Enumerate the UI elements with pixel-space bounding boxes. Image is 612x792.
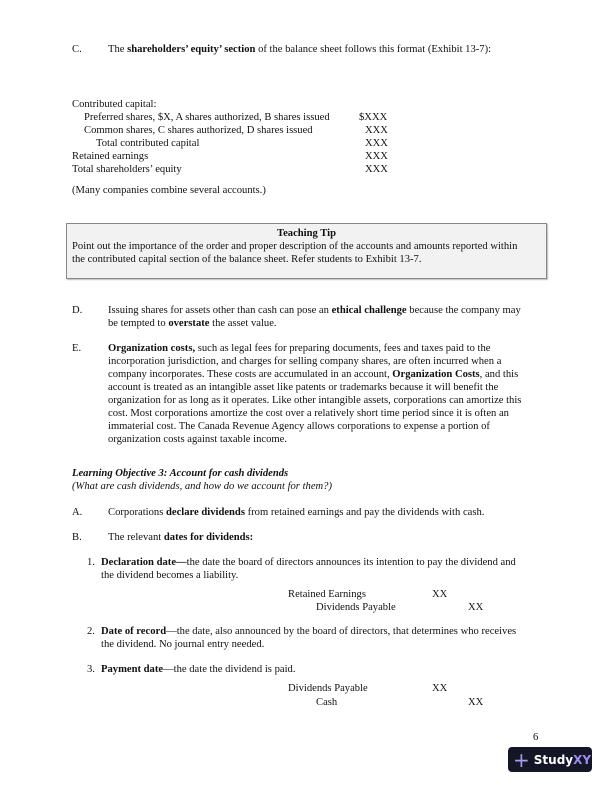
date-number: 2.: [87, 626, 95, 637]
section-d-label: D.: [72, 305, 83, 316]
date-number: 3.: [87, 664, 95, 675]
item-b-label: B.: [72, 532, 82, 543]
teaching-tip-box: [66, 223, 547, 279]
section-e-label: E.: [72, 343, 82, 354]
journal-account: Dividends Payable: [316, 602, 396, 613]
journal-account: Dividends Payable: [288, 683, 368, 694]
row-value: $XXX: [359, 112, 388, 123]
journal-credit: XX: [468, 697, 484, 708]
section-c-label: C.: [72, 44, 82, 55]
learning-objective-subtitle: (What are cash dividends, and how do we account for them?): [72, 481, 332, 492]
row-value: XXX: [365, 151, 388, 162]
plus-icon: +: [513, 747, 530, 772]
row-label: Common shares, C shares authorized, D shares issued: [84, 125, 313, 136]
date-number: 1.: [87, 557, 95, 568]
journal-debit: XX: [432, 683, 448, 694]
row-label: Retained earnings: [72, 151, 149, 162]
journal-credit: XX: [468, 602, 484, 613]
section-c-text: The shareholders’ equity’ section of the balance sheet follows this format (Exhibit 13-7):: [108, 44, 492, 55]
item-b-text: The relevant dates for dividends:: [108, 532, 254, 543]
row-label: Total contributed capital: [96, 138, 200, 149]
item-a-text: Corporations declare dividends from retained earnings and pay the dividends with cash.: [108, 507, 485, 518]
journal-account: Retained Earnings: [288, 589, 366, 600]
table-note: (Many companies combine several accounts.): [72, 185, 266, 196]
row-label: Preferred shares, $X, A shares authorized, B shares issued: [84, 112, 330, 123]
item-a-label: A.: [72, 507, 83, 518]
row-value: XXX: [365, 125, 388, 136]
section-e-text: Organization costs, such as legal fees for preparing documents, fees and taxes paid to the incorporation jurisdiction, and charges for selling company shares, are often incurred when a company incorporates. These costs are accumulated in an account, Organization Costs, and this account is treated as an intangible asset like patents or trademarks because it will benefit the organization for as long as it operates. Like other intangible assets, corporations can amortize this cost. Most corporations amortize the cost over a relatively short time period since it is often an immaterial cost. The Canada Revenue Agency allows corporations to expense a portion of organization costs against taxable income.: [108, 343, 522, 445]
row-value: XXX: [365, 138, 388, 149]
date-text: Date of record—the date, also announced by the board of directors, that determines who receives the dividend. No journal entry needed.: [101, 626, 517, 650]
row-label: Total shareholders’ equity: [72, 164, 182, 175]
table-heading: Contributed capital:: [72, 99, 157, 110]
journal-debit: XX: [432, 589, 448, 600]
teaching-tip-title: Teaching Tip: [277, 228, 336, 239]
date-text: Declaration date—the date the board of directors announces its intention to pay the dividend and the dividend becomes a liability.: [101, 557, 516, 581]
logo-text: Study: [533, 752, 574, 767]
learning-objective-title: Learning Objective 3: Account for cash dividends: [72, 468, 289, 479]
section-d-text: Issuing shares for assets other than cash can pose an ethical challenge because the company may be tempted to overstate the asset value.: [108, 305, 521, 329]
row-value: XXX: [365, 164, 388, 175]
logo-text-accent: XY: [573, 752, 592, 767]
date-text: Payment date—the date the dividend is paid.: [101, 664, 296, 675]
studyxy-logo[interactable]: [508, 747, 592, 772]
journal-account: Cash: [316, 697, 338, 708]
teaching-tip-text: Point out the importance of the order and proper description of the accounts and amounts reported within the contributed capital section of the balance sheet. Refer students to Exhibit 13-7.: [72, 241, 518, 265]
page-number: 6: [533, 732, 539, 743]
